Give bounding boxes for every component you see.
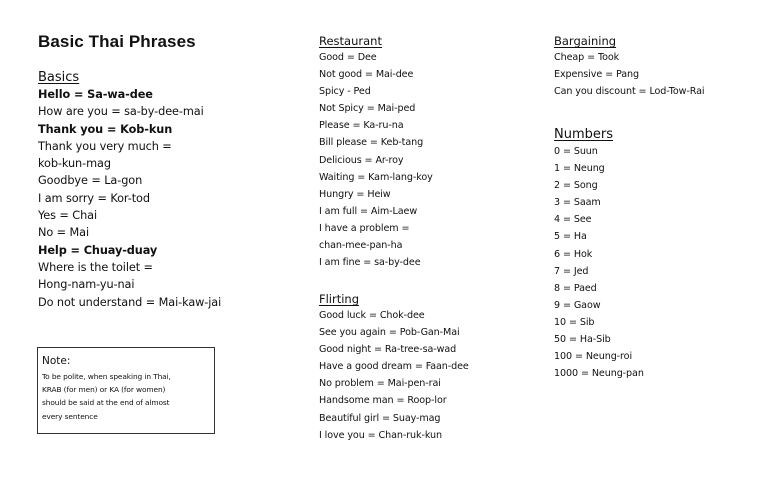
phrase-item: 100 = Neung-roi (554, 351, 633, 363)
phrase-item: Where is the toilet = (38, 260, 153, 274)
phrase-item: Not Spicy = Mai-ped (319, 103, 416, 115)
phrase-item: Hello = Sa-wa-dee (38, 88, 153, 101)
phrase-item: 4 = See (554, 214, 592, 226)
section-heading-flirting: Flirting (319, 292, 360, 306)
note-line: should be said at the end of almost (42, 398, 170, 408)
note-line: KRAB (for men) or KA (for women) (42, 385, 166, 395)
section-basics (38, 69, 221, 311)
phrase-item: Hungry = Heiw (319, 188, 391, 200)
note-title: Note: (42, 355, 71, 367)
phrase-item: Bill please = Keb-tang (319, 137, 424, 149)
phrase-item: 0 = Suun (554, 146, 598, 157)
phrase-item: No problem = Mai-pen-rai (319, 378, 441, 390)
document-title: Basic Thai Phrases (38, 32, 196, 51)
phrase-item: Thank you = Kob-kun (38, 122, 173, 136)
phrase-item: 5 = Ha (554, 231, 587, 243)
section-flirting (319, 292, 469, 444)
phrase-item: See you again = Pob-Gan-Mai (319, 327, 460, 339)
phrase-item: Yes = Chai (38, 209, 97, 223)
bargaining-list (554, 49, 704, 100)
phrase-item: Do not understand = Mai-kaw-jai (38, 295, 222, 309)
phrase-item: Hong-nam-yu-nai (38, 278, 135, 292)
phrase-item: 50 = Ha-Sib (554, 334, 611, 346)
phrase-item: Good = Dee (319, 52, 377, 63)
phrase-item: No = Mai (38, 226, 90, 240)
restaurant-list (319, 49, 433, 271)
section-numbers (554, 126, 644, 382)
flirting-list (319, 307, 469, 444)
phrase-item: Good luck = Chok-dee (319, 310, 425, 321)
phrase-item: 7 = Jed (554, 265, 589, 277)
phrase-item: I am sorry = Kor-tod (38, 191, 150, 205)
section-heading-basics: Basics (38, 70, 80, 85)
phrase-item: Help = Chuay-duay (38, 243, 158, 257)
phrase-item: Expensive = Pang (554, 69, 639, 81)
note-line: To be polite, when speaking in Thai, (42, 372, 171, 381)
phrase-item: Not good = Mai-dee (319, 69, 414, 81)
phrase-item: 1000 = Neung-pan (554, 368, 644, 380)
phrase-item: I am full = Aim-Laew (319, 205, 418, 217)
phrase-item: 9 = Gaow (554, 299, 601, 311)
phrase-item: How are you = sa-by-dee-mai (38, 105, 204, 119)
section-heading-numbers: Numbers (554, 127, 613, 142)
phrase-item: 1 = Neung (554, 163, 605, 175)
section-bargaining (554, 34, 704, 100)
phrase-item: Handsome man = Roop-lor (319, 395, 447, 407)
section-restaurant (319, 34, 433, 271)
phrase-item: Have a good dream = Faan-dee (319, 361, 469, 373)
note-line: every sentence (42, 411, 98, 421)
phrase-item: 10 = Sib (554, 316, 595, 328)
phrase-item: 2 = Song (554, 180, 598, 192)
section-heading-restaurant: Restaurant (319, 34, 382, 48)
politeness-note-box (37, 347, 215, 434)
phrase-item: Goodbye = La-gon (38, 174, 143, 188)
phrase-item: Good night = Ra-tree-sa-wad (319, 344, 457, 356)
basics-list (38, 86, 221, 311)
phrase-item: Cheap = Took (554, 52, 620, 63)
numbers-list (554, 143, 644, 382)
phrase-item: 6 = Hok (554, 248, 593, 260)
phrase-item: Please = Ka-ru-na (319, 120, 404, 132)
section-heading-bargaining: Bargaining (554, 34, 617, 48)
phrase-item: 3 = Saam (554, 197, 601, 209)
phrase-item: 8 = Paed (554, 282, 597, 294)
phrase-item: Spicy - Ped (319, 86, 371, 98)
phrase-item: Thank you very much = (38, 139, 172, 153)
phrase-item: I have a problem = (319, 222, 410, 234)
phrase-item: Can you discount = Lod-Tow-Rai (554, 86, 705, 98)
phrase-item: Waiting = Kam-lang-koy (319, 171, 433, 183)
phrase-item: Beautiful girl = Suay-mag (319, 412, 441, 424)
phrase-item: I love you = Chan-ruk-kun (319, 429, 442, 441)
phrase-item: kob-kun-mag (38, 157, 111, 171)
phrase-item: I am fine = sa-by-dee (319, 257, 421, 269)
phrase-item: Delicious = Ar-roy (319, 154, 404, 166)
phrase-item: chan-mee-pan-ha (319, 240, 403, 252)
